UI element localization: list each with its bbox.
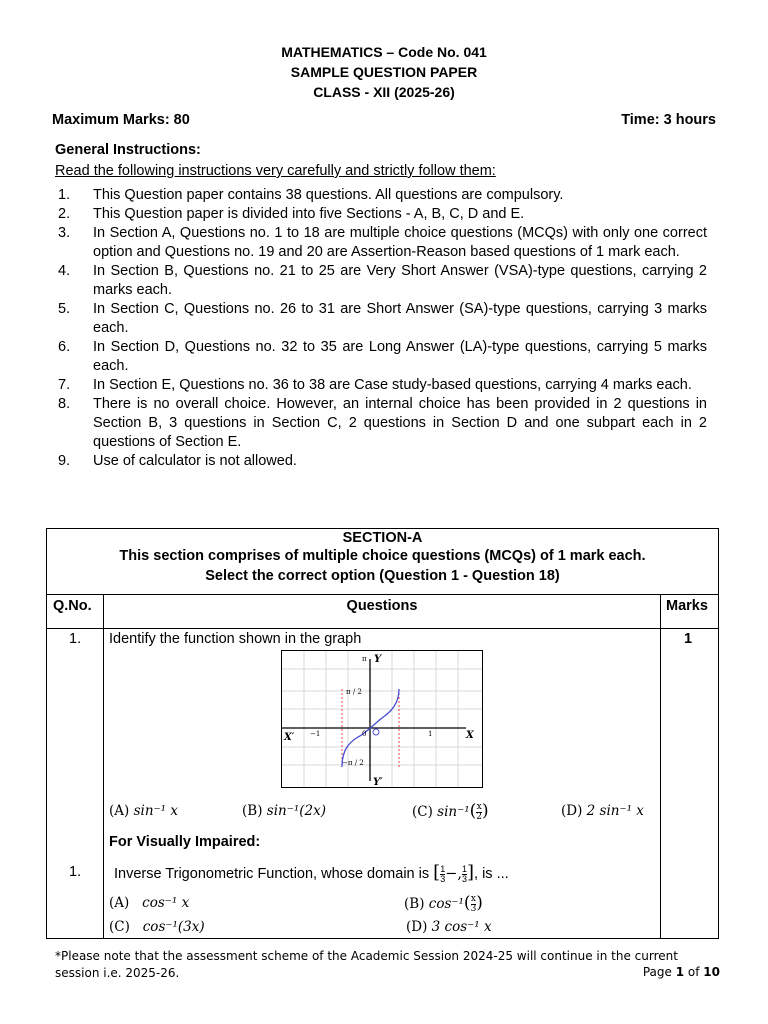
- time-allowed: Time: 3 hours: [621, 112, 716, 128]
- page-number: Page 1 of 10: [642, 965, 720, 979]
- vi-option-d: (D) 3 cos⁻¹ x: [406, 919, 492, 935]
- section-a-title: SECTION-A: [342, 530, 423, 546]
- paper-class: CLASS - XII (2025-26): [313, 84, 455, 100]
- instruction-item: 5. In Section C, Questions no. 26 to 31 are Short Answer (SA)-type questions, carrying 3 marks each.: [58, 301, 707, 336]
- paper-title: MATHEMATICS – Code No. 041: [281, 44, 487, 60]
- instruction-item: 2. This Question paper is divided into five Sections - A, B, C, D and E.: [58, 206, 525, 222]
- instructions-lead: Read the following instructions very carefully and strictly follow them:: [55, 163, 496, 179]
- vi-option-b: (B) cos⁻¹( $\frac{x}{3}$): [404, 893, 483, 914]
- inverse-sine-graph: [281, 650, 483, 788]
- option-c: (C) sin⁻¹( $\frac{x}{2}$): [412, 801, 489, 822]
- vi-option-a: (A) cos⁻¹ x: [109, 895, 190, 911]
- general-instructions-title: General Instructions:: [55, 142, 201, 158]
- label-zero: 0: [362, 730, 367, 738]
- paper-subtitle: SAMPLE QUESTION PAPER: [290, 64, 478, 80]
- instruction-item: 3. In Section A, Questions no. 1 to 18 are multiple choice questions (MCQs) with only one correct option and Questions no. 19 and 20 are Assertion-Reason based questions of 1 mark each.: [58, 225, 707, 260]
- option-b: (B) sin⁻¹(2x): [242, 803, 326, 819]
- label-one: 1: [428, 730, 433, 738]
- vi-question-number: 1.: [69, 864, 82, 880]
- label-x: X: [466, 730, 474, 741]
- question-number: 1.: [69, 631, 82, 647]
- section-a-desc: This section comprises of multiple choice questions (MCQs) of 1 mark each.: [119, 548, 646, 564]
- label-y: Y: [374, 654, 382, 665]
- vi-question-text: Inverse Trigonometric Function, whose domain is [ $\frac{1}{3}-$, $\frac{1}{3}$], is ...: [114, 862, 509, 884]
- label-negpi2: −π / 2: [342, 759, 364, 767]
- option-a: (A) sin⁻¹ x: [109, 803, 178, 819]
- instruction-item: 7. In Section E, Questions no. 36 to 38 are Case study-based questions, carrying 4 marks each.: [58, 377, 692, 393]
- col-marks: Marks: [666, 598, 708, 614]
- instruction-item: 1. This Question paper contains 38 questions. All questions are compulsory.: [58, 187, 564, 203]
- instruction-item: 6. In Section D, Questions no. 32 to 35 are Long Answer (LA)-type questions, carrying 5 marks each.: [58, 339, 707, 374]
- question-marks: 1: [684, 631, 693, 647]
- instruction-item: 9. Use of calculator is not allowed.: [58, 453, 297, 469]
- question-text: Identify the function shown in the graph: [109, 631, 362, 647]
- label-pi: π: [362, 655, 367, 663]
- marks-time-row: [52, 112, 716, 128]
- col-questions: Questions: [346, 598, 418, 614]
- label-xprime: X′: [284, 732, 295, 743]
- section-a-table: [46, 528, 719, 939]
- label-yprime: Y′: [373, 777, 383, 787]
- instructions-list: [55, 186, 707, 471]
- vi-option-c: (C) cos⁻¹(3x): [109, 919, 205, 935]
- max-marks: Maximum Marks: 80: [52, 112, 190, 128]
- label-neg1: −1: [310, 730, 321, 738]
- label-pi2: π / 2: [346, 688, 362, 696]
- instruction-item: 4. In Section B, Questions no. 21 to 25 are Very Short Answer (VSA)-type questions, carrying 2 marks each.: [58, 263, 707, 298]
- instruction-item: 8. There is no overall choice. However, an internal choice has been provided in 2 questions in Section B, 3 questions in Section C, 2 questions in Section D and one subpart each in 2 questions of Section E.: [58, 396, 707, 450]
- footer-note: *Please note that the assessment scheme of the Academic Session 2024-25 will continue in the current session i.e. 2025-26.: [55, 949, 678, 980]
- section-a-instruction: Select the correct option (Question 1 - Question 18): [205, 568, 560, 584]
- option-d: (D) 2 sin⁻¹ x: [561, 803, 644, 819]
- visually-impaired-heading: For Visually Impaired:: [109, 834, 261, 850]
- col-qno: Q.No.: [53, 598, 92, 614]
- graph-svg: [282, 651, 482, 787]
